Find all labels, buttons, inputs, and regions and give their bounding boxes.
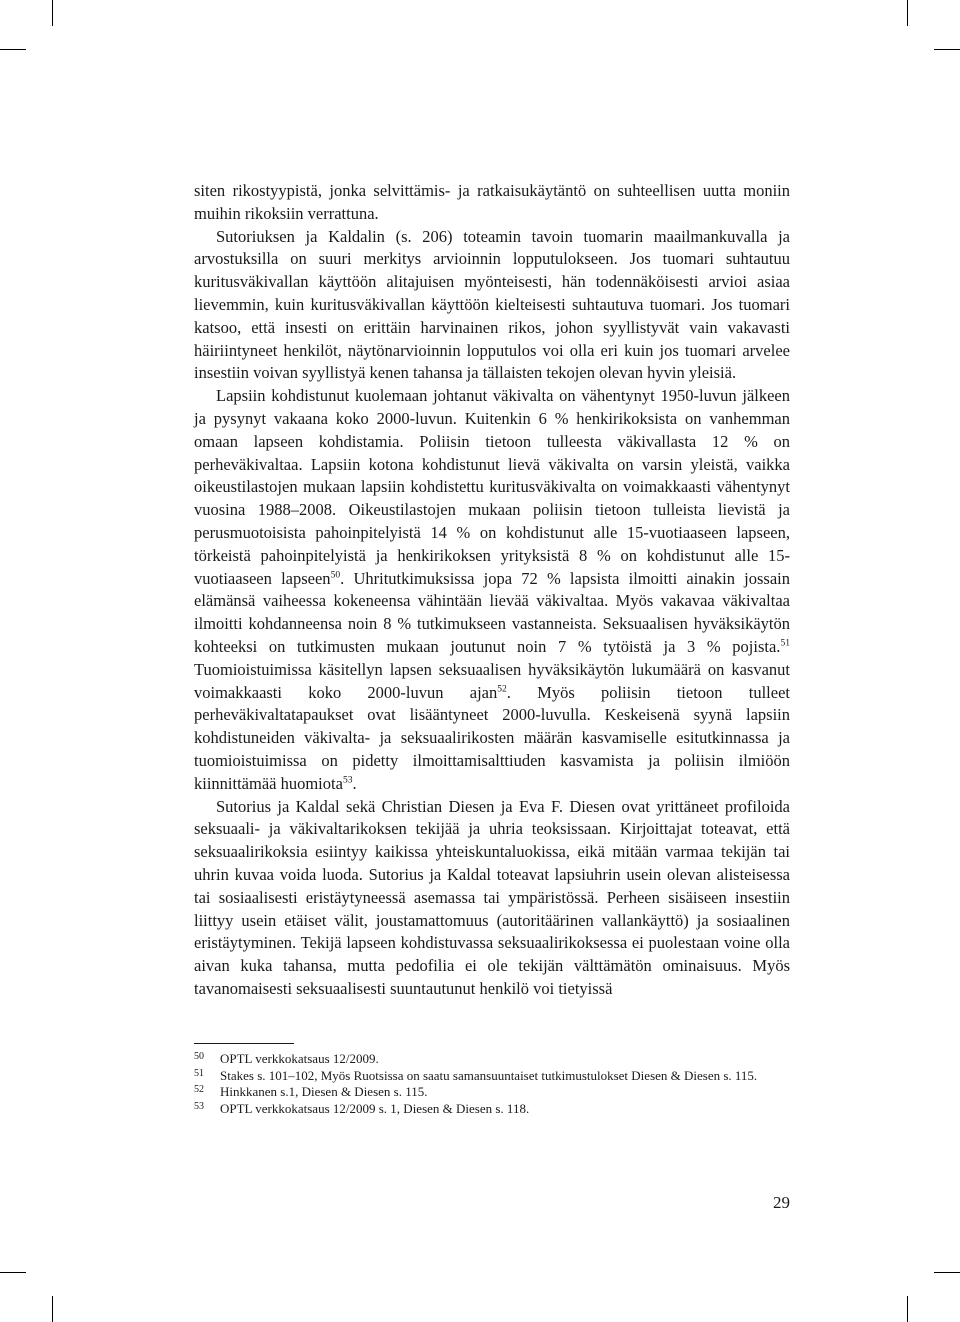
text-run: . (352, 773, 357, 793)
footnote-separator (194, 1043, 294, 1044)
footnotes (194, 1051, 790, 1117)
crop-mark (907, 0, 908, 26)
footnote-number: 52 (194, 1084, 204, 1095)
crop-mark (934, 49, 960, 50)
text-run: Sutorius ja Kaldal sekä Christian Diesen ja Eva F. Diesen ovat yrittäneet profiloida seksuaali- ja väkivaltarikoksen tekijää ja uhria teoksissaan. Kirjoittajat toteavat, että seksuaalirikoksia esiintyy kaikissa yhteiskuntaluokissa, eikä mitään varmaa tekijän tai uhrin kuvaa voida luoda. Sutorius ja Kaldal toteavat lapsiuhrin usein olevan alisteisessa tai sosiaalisesti eristäytyneessä asemassa tai ympäristössä. Perheen sisäiseen insestiin liittyy usein etäiset välit, joustamattomuus (autoritäärinen vallankäyttö) ja sosiaalinen eristäytyminen. Tekijä lapseen kohdistuvassa seksuaalirikoksessa ei puolestaan voine olla aivan kuka tahansa, mutta pedofilia ei ole tekijän välttämätön ominaisuus. Myös tavanomaisesti seksuaalisesti suuntautunut henkilö voi tietyissä (194, 796, 790, 998)
paragraph (194, 796, 790, 1001)
paragraph (194, 180, 790, 226)
footnote-number: 51 (194, 1067, 204, 1079)
text-run: . Myös poliisin tietoon tulleet perheväkivaltatapaukset ovat lisääntyneet 2000-luvulla. Keskeisenä syynä lapsiin kohdistuneiden väkivalta- ja seksuaalirikosten määrän kasvamiselle esitutkinnassa ja tuomioistuimissa on pidetty ilmoittamisalttiuden kasvamista ja poliisin ilmiöön kiinnittämää huomiota (194, 682, 790, 793)
footnote-text: Stakes s. 101–102, Myös Ruotsissa on saatu samansuuntaiset tutkimustulokset Diesen & Diesen s. 115. (220, 1067, 758, 1083)
crop-mark (0, 1272, 26, 1273)
footnote-ref: 50 (330, 569, 341, 581)
text-run: . Uhritutkimuksissa jopa 72 % lapsista ilmoitti ainakin jossain elämänsä vaiheessa kokeneensa vähintään lievää väkivaltaa. Myös vakavaa väkivaltaa ilmoitti kohdanneensa noin 8 % tutkimukseen vastanneista. Seksuaalisen hyväksikäytön kohteeksi on tutkimusten mukaan joutunut noin 7 % tytöistä ja 3 % pojista. (194, 568, 790, 656)
crop-mark (907, 1296, 908, 1322)
footnote (194, 1084, 790, 1101)
crop-mark (934, 1272, 960, 1273)
footnote-ref: 52 (497, 683, 507, 695)
footnote-text: Hinkkanen s.1, Diesen & Diesen s. 115. (220, 1084, 428, 1099)
page-number: 29 (773, 1193, 790, 1212)
crop-mark (52, 0, 53, 26)
footnote-text: OPTL verkkokatsaus 12/2009. (220, 1051, 379, 1066)
paragraph (194, 226, 790, 386)
footnote-ref: 53 (342, 774, 353, 786)
text-run: Lapsiin kohdistunut kuolemaan johtanut väkivalta on vähentynyt 1950-luvun jälkeen ja pysynyt vakaana koko 2000-luvun. Kuitenkin 6 % henkirikoksista on vanhemman omaan lapseen kohdistamia. Poliisin tietoon tulleesta väkivallasta 12 % on perheväkivaltaa. Lapsiin kotona kohdistunut lievä väkivalta on varsin yleistä, vaikka oikeustilastojen mukaan lapsiin kohdistettu kuritusväkivalta on voimakkaasti vähentynyt vuosina 1988–2008. Oikeustilastojen mukaan poliisin tietoon tulleista lievistä ja perusmuotoisista pahoinpitelyistä 14 % on kohdistunut alle 15-vuotiaaseen lapseen, törkeistä pahoinpitelyistä ja henkirikoksen yrityksistä 8 % on kohdistunut alle 15-vuotiaaseen lapseen (194, 386, 790, 588)
crop-mark (52, 1296, 53, 1322)
paragraph (194, 385, 790, 795)
footnote-text: OPTL verkkokatsaus 12/2009 s. 1, Diesen & Diesen s. 118. (220, 1100, 530, 1116)
text-run: Sutoriuksen ja Kaldalin (s. 206) toteamin tavoin tuomarin maailmankuvalla ja arvostuksilla on suuri merkitys arvioinnin lopputulokseen. Jos tuomari suhtautuu kuritusväkivallan käyttöön alitajuisen myönteisesti, hän todennäköisesti arvioi asiaa lievemmin, kuin kuritusväkivallan käyttöön kielteisesti suhtautuva tuomari. Jos tuomari katsoo, että insesti on erittäin harvinainen rikos, johon syyllistyvät vain vakavasti häiriintyneet henkilöt, näytönarvioinnin lopputulos voi olla eri kuin jos tuomari arvelee insestiin voivan syyllistyä kenen tahansa ja tällaisten tekojen olevan hyvin yleisiä. (194, 226, 790, 383)
body-text (194, 180, 790, 1001)
text-run: Tuomioistuimissa käsitellyn lapsen seksuaalisen hyväksikäytön lukumäärä on kasvanut voimakkaasti koko 2000-luvun ajan (194, 659, 790, 702)
footnote (194, 1068, 790, 1085)
text-run: siten rikostyypistä, jonka selvittämis- ja ratkaisukäytäntö on suhteellisen uutta moniin muihin rikoksiin verrattuna. (194, 181, 790, 223)
footnote (194, 1051, 790, 1068)
crop-mark (0, 49, 26, 50)
footnote (194, 1101, 790, 1118)
footnote-number: 50 (194, 1051, 204, 1062)
footnote-ref: 51 (780, 637, 790, 649)
footnote-number: 53 (194, 1100, 204, 1112)
